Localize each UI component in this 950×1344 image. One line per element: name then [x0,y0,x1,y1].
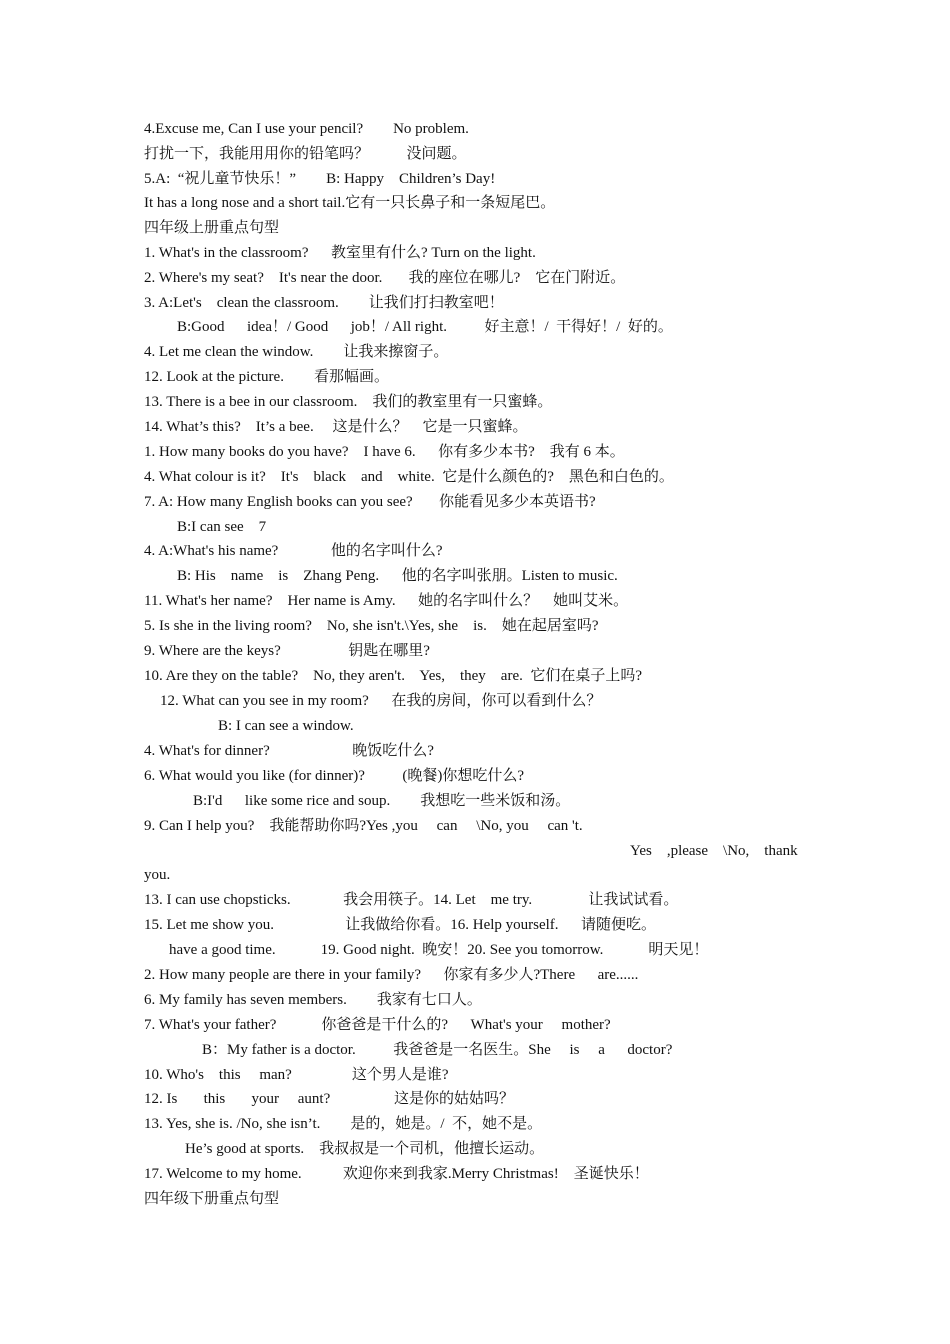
text-line: 9. Can I help you? 我能帮助你吗?Yes ,you can \No, you can 't. [144,818,583,834]
text-line: Yes ,please \No, thank [630,843,798,859]
text-line: 13. I can use chopsticks. 我会用筷子。14. Let me try. 让我试试看。 [144,892,679,908]
text-line: 7. A: How many English books can you see? 你能看见多少本英语书? [144,494,596,510]
text-line: you. [144,867,171,883]
text-line: 9. Where are the keys? 钥匙在哪里? [144,643,430,659]
text-line: 5.A: “祝儿童节快乐！” B: Happy Children’s Day! [144,171,496,187]
text-line: 1. How many books do you have? I have 6. 你有多少本书? 我有 6 本。 [144,444,625,460]
text-line: 打扰一下，我能用用你的铅笔吗？ 没问题。 [144,146,467,162]
text-line: 11. What's her name? Her name is Amy. 她的名字叫什么？ 她叫艾米。 [144,593,629,609]
text-line: 6. My family has seven members. 我家有七口人。 [144,992,482,1008]
text-line: 12. Is this your aunt? 这是你的姑姑吗？ [144,1091,514,1107]
text-line: 6. What would you like (for dinner)? (晚餐)你想吃什么? [144,768,525,784]
text-line: 3. A:Let's clean the classroom. 让我们打扫教室吧！ [144,295,504,311]
text-line: 10. Are they on the table? No, they aren't. Yes, they are. 它们在桌子上吗? [144,668,643,684]
section-heading: 四年级上册重点句型 [144,220,280,236]
text-line: 15. Let me show you. 让我做给你看。16. Help yourself. 请随便吃。 [144,917,657,933]
text-line: B:I'd like some rice and soup. 我想吃一些米饭和汤。 [193,793,571,809]
text-line: 2. How many people are there in your family? 你家有多少人?There are...... [144,967,639,983]
text-line: 13. Yes, she is. /No, she isn’t. 是的，她是。/ 不，她不是。 [144,1116,543,1132]
text-line: It has a long nose and a short tail.它有一只长鼻子和一条短尾巴。 [144,195,556,211]
text-line: 5. Is she in the living room? No, she isn't.\Yes, she is. 她在起居室吗? [144,618,599,634]
text-line: 4. What colour is it? It's black and white. 它是什么颜色的? 黑色和白色的。 [144,469,674,485]
text-line: B：My father is a doctor. 我爸爸是一名医生。She is a doctor? [202,1042,673,1058]
text-line: 7. What's your father? 你爸爸是干什么的? What's your mother? [144,1017,611,1033]
text-line: 12. Look at the picture. 看那幅画。 [144,369,389,385]
text-line: B:Good idea！/ Good job！/ All right. 好主意！/ 干得好！/ 好的。 [177,319,673,335]
text-line: 4.Excuse me, Can I use your pencil? No problem. [144,121,469,137]
text-line: B: I can see a window. [218,718,354,734]
text-line: 10. Who's this man? 这个男人是谁? [144,1067,449,1083]
text-line: B:I can see 7 [177,519,267,535]
text-line: 4. What's for dinner? 晚饭吃什么? [144,743,434,759]
text-line: 4. Let me clean the window. 让我来擦窗子。 [144,344,449,360]
text-line: have a good time. 19. Good night. 晚安！20. See you tomorrow. 明天见！ [169,942,709,958]
text-line: 2. Where's my seat? It's near the door. 我的座位在哪儿? 它在门附近。 [144,270,626,286]
text-line: 17. Welcome to my home. 欢迎你来到我家.Merry Christmas! 圣诞快乐！ [144,1166,649,1182]
text-line: He’s good at sports. 我叔叔是一个司机，他擅长运动。 [185,1141,545,1157]
section-heading: 四年级下册重点句型 [144,1191,280,1207]
text-line: 13. There is a bee in our classroom. 我们的教室里有一只蜜蜂。 [144,394,553,410]
text-line: 12. What can you see in my room? 在我的房间，你可以看到什么？ [160,693,602,709]
text-line: 14. What’s this? It’s a bee. 这是什么？ 它是一只蜜蜂。 [144,419,528,435]
text-line: B: His name is Zhang Peng. 他的名字叫张朋。Listen to music. [177,568,618,584]
text-line: 1. What's in the classroom? 教室里有什么? Turn on the light. [144,245,536,261]
text-line: 4. A:What's his name? 他的名字叫什么? [144,543,443,559]
